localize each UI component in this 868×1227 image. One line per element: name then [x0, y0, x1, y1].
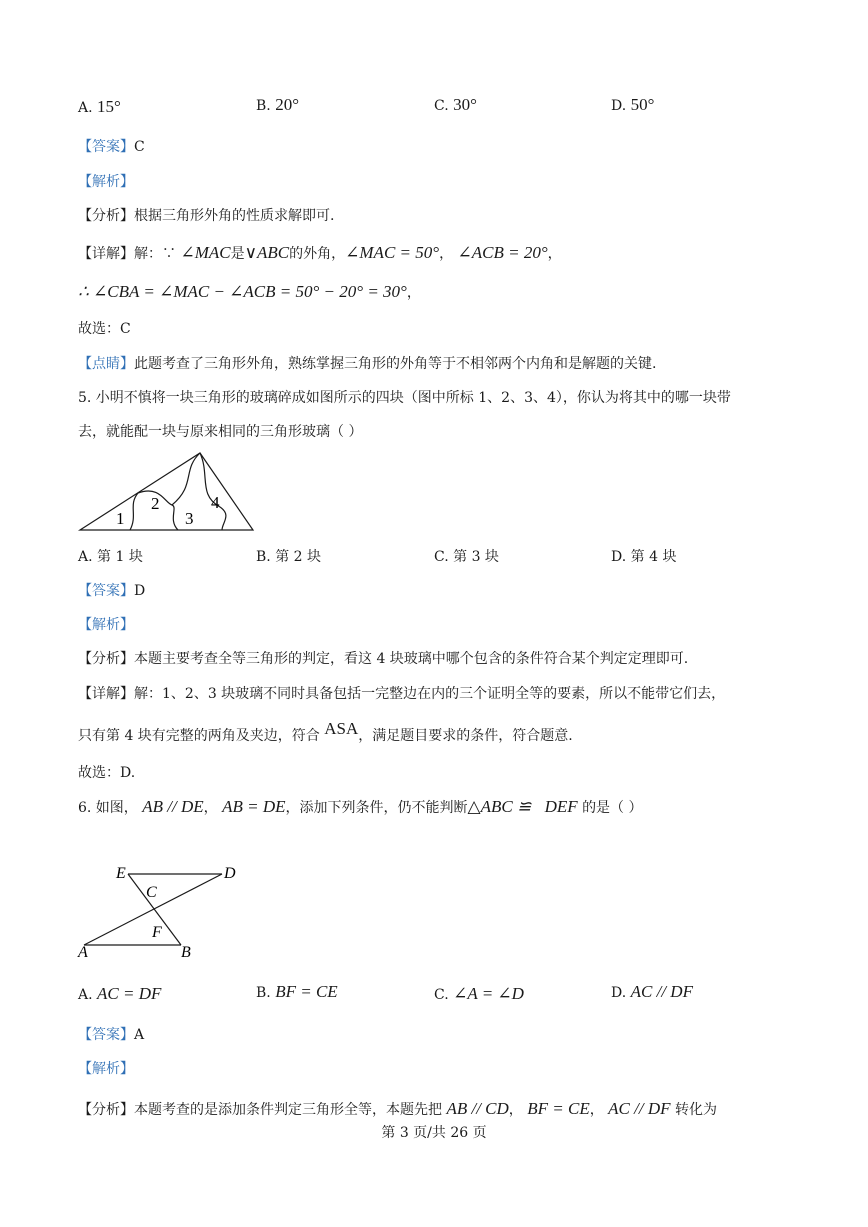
- crack-line-1: [130, 493, 138, 530]
- math-mac: ∠MAC: [180, 243, 231, 262]
- option-value: ∠A = ∠D: [453, 984, 524, 1003]
- text-comma: ，: [406, 285, 421, 301]
- q4-answer: [78, 136, 145, 156]
- text-comma: ，: [589, 1102, 604, 1118]
- q5-jiexi-tag: 【解析】: [78, 617, 134, 633]
- stem-pre: 6. 如图，: [78, 800, 138, 816]
- dianjing-tag: 【点睛】: [78, 356, 134, 372]
- text-comma: ，: [439, 246, 454, 262]
- option-value: AC // DF: [630, 982, 693, 1001]
- answer-value: D: [134, 583, 146, 599]
- option-letter: C.: [434, 549, 449, 565]
- stem-mid: ，添加下列条件，仍不能判断: [285, 800, 468, 816]
- fenxi-tag: 【分析】: [78, 651, 134, 667]
- q5-option-a: [78, 546, 143, 566]
- stem-end: 的是（ ）: [582, 800, 643, 816]
- q5-fenxi: [78, 648, 688, 668]
- option-letter: C.: [434, 987, 449, 1003]
- fenxi-text: 根据三角形外角的性质求解即可.: [134, 208, 335, 224]
- asa-label: ASA: [324, 719, 359, 738]
- fenxi-tag: 【分析】: [78, 1102, 134, 1118]
- q4-option-d: [611, 95, 654, 115]
- piece-label-2: 2: [151, 494, 160, 513]
- option-letter: A.: [78, 987, 93, 1003]
- option-value: 第 1 块: [97, 549, 143, 565]
- xiangjie-tag: 【详解】: [78, 686, 134, 702]
- line2-post: ，满足题目要求的条件，符合题意.: [358, 728, 573, 744]
- fenxi-pre: 本题考查的是添加条件判定三角形全等，本题先把: [134, 1102, 442, 1118]
- answer-value: A: [134, 1027, 145, 1043]
- page-footer: 第 3 页/共 26 页: [381, 1125, 487, 1141]
- q5-stem-line2: 去，就能配一块与原来相同的三角形玻璃（ ）: [78, 424, 363, 440]
- option-value: 30°: [453, 95, 477, 114]
- option-letter: B.: [256, 98, 271, 114]
- option-letter: D.: [611, 98, 627, 114]
- option-value: 第 3 块: [453, 549, 499, 565]
- point-label-d: D: [224, 865, 236, 882]
- math-ab-par-de: AB // DE: [142, 797, 204, 816]
- parallelogram-figure: [72, 858, 247, 963]
- xiangjie-pre: 解：∵: [134, 246, 176, 262]
- point-label-f: F: [152, 924, 162, 941]
- piece-label-4: 4: [211, 493, 220, 512]
- q5-option-b: [256, 546, 321, 566]
- xiangjie-tag: 【详解】: [78, 246, 134, 262]
- math-ab-eq-de: AB = DE: [222, 797, 286, 816]
- q6-jiexi-tag: 【解析】: [78, 1061, 134, 1077]
- piece-label-3: 3: [185, 509, 194, 528]
- point-label-b: B: [181, 944, 191, 961]
- glass-triangle-figure: [70, 445, 270, 540]
- option-value: 第 2 块: [275, 549, 322, 565]
- fenxi-text: 本题主要考查全等三角形的判定，看这 4 块玻璃中哪个包含的条件符合某个判定定理即可.: [134, 651, 689, 667]
- crack-line-3: [172, 453, 200, 505]
- option-value: BF = CE: [275, 982, 338, 1001]
- answer-tag: 【答案】: [78, 583, 134, 599]
- q4-line2: [78, 282, 421, 302]
- q4-jiexi-tag: 【解析】: [78, 174, 134, 190]
- option-letter: C.: [434, 98, 449, 114]
- point-label-e: E: [116, 865, 126, 882]
- math-acb-20: ∠ACB = 20°: [457, 243, 548, 262]
- point-label-c: C: [146, 884, 157, 901]
- q5-option-d: [611, 546, 676, 566]
- option-letter: B.: [256, 985, 271, 1001]
- q4-option-b: [256, 95, 299, 115]
- text-shi: 是: [230, 246, 245, 262]
- point-label-a: A: [78, 944, 88, 961]
- option-letter: D.: [611, 985, 627, 1001]
- text-comma: ，: [508, 1102, 523, 1118]
- math-bf-eq-ce: BF = CE: [527, 1099, 590, 1118]
- option-letter: B.: [256, 549, 271, 565]
- text-waijiao: 的外角，: [289, 246, 346, 262]
- math-ab-par-cd: AB // CD: [446, 1099, 509, 1118]
- option-value: 第 4 块: [630, 549, 677, 565]
- dianjing-text: 此题考查了三角形外角，熟练掌握三角形的外角等于不相邻两个内角和是解题的关键.: [134, 356, 657, 372]
- math-ac-par-df: AC // DF: [608, 1099, 671, 1118]
- q5-guxuan: 故选：D.: [78, 765, 136, 781]
- q5-option-c: [434, 546, 499, 566]
- fenxi-end: 转化为: [674, 1102, 717, 1118]
- q5-answer: [78, 580, 145, 600]
- option-letter: A.: [78, 100, 93, 116]
- q6-option-a: [78, 984, 161, 1004]
- q4-fenxi: [78, 205, 334, 225]
- q6-option-c: [434, 984, 524, 1004]
- xiangjie-text: 解：1、2、3 块玻璃不同时具备包括一完整边在内的三个证明全等的要素，所以不能带它们去，: [134, 686, 726, 702]
- q6-fenxi: [78, 1099, 717, 1119]
- option-value: 50°: [630, 95, 655, 114]
- option-value: 20°: [275, 95, 300, 114]
- math-def: DEF: [544, 797, 578, 816]
- q4-xiangjie: [78, 243, 562, 263]
- answer-tag: 【答案】: [78, 1027, 134, 1043]
- option-value: 15°: [97, 97, 121, 116]
- q5-xiangjie: [78, 683, 725, 703]
- option-letter: D.: [611, 549, 627, 565]
- crack-line-4: [200, 453, 226, 530]
- math-triangle-abc: △ABC ≌: [467, 797, 532, 816]
- q6-option-b: [256, 982, 338, 1002]
- option-value: AC = DF: [97, 984, 162, 1003]
- q6-stem: [78, 797, 643, 817]
- math-abc: ∨ABC: [244, 243, 290, 262]
- q4-option-a: [78, 97, 121, 117]
- q6-option-d: [611, 982, 693, 1002]
- line2-pre: 只有第 4 块有完整的两角及夹边，符合: [78, 728, 320, 744]
- answer-tag: 【答案】: [78, 139, 134, 155]
- option-letter: A.: [78, 549, 93, 565]
- q6-answer: [78, 1024, 144, 1044]
- q4-dianjing: [78, 353, 656, 373]
- math-mac-50: ∠MAC = 50°: [345, 243, 440, 262]
- q4-guxuan: 故选：C: [78, 321, 131, 337]
- text-comma: ，: [203, 800, 218, 816]
- triangle-outline: [80, 453, 253, 530]
- math-cba: ∴ ∠CBA = ∠MAC − ∠ACB = 50° − 20° = 30°: [78, 282, 407, 301]
- q5-stem-line1: 5. 小明不慎将一块三角形的玻璃碎成如图所示的四块（图中所标 1、2、3、4），你认为将其中的哪一块带: [78, 390, 731, 406]
- answer-value: C: [134, 139, 145, 155]
- fenxi-tag: 【分析】: [78, 208, 134, 224]
- text-comma: ，: [547, 246, 562, 262]
- q4-option-c: [434, 95, 477, 115]
- piece-label-1: 1: [116, 509, 125, 528]
- q5-xiangjie-line2: [78, 719, 573, 745]
